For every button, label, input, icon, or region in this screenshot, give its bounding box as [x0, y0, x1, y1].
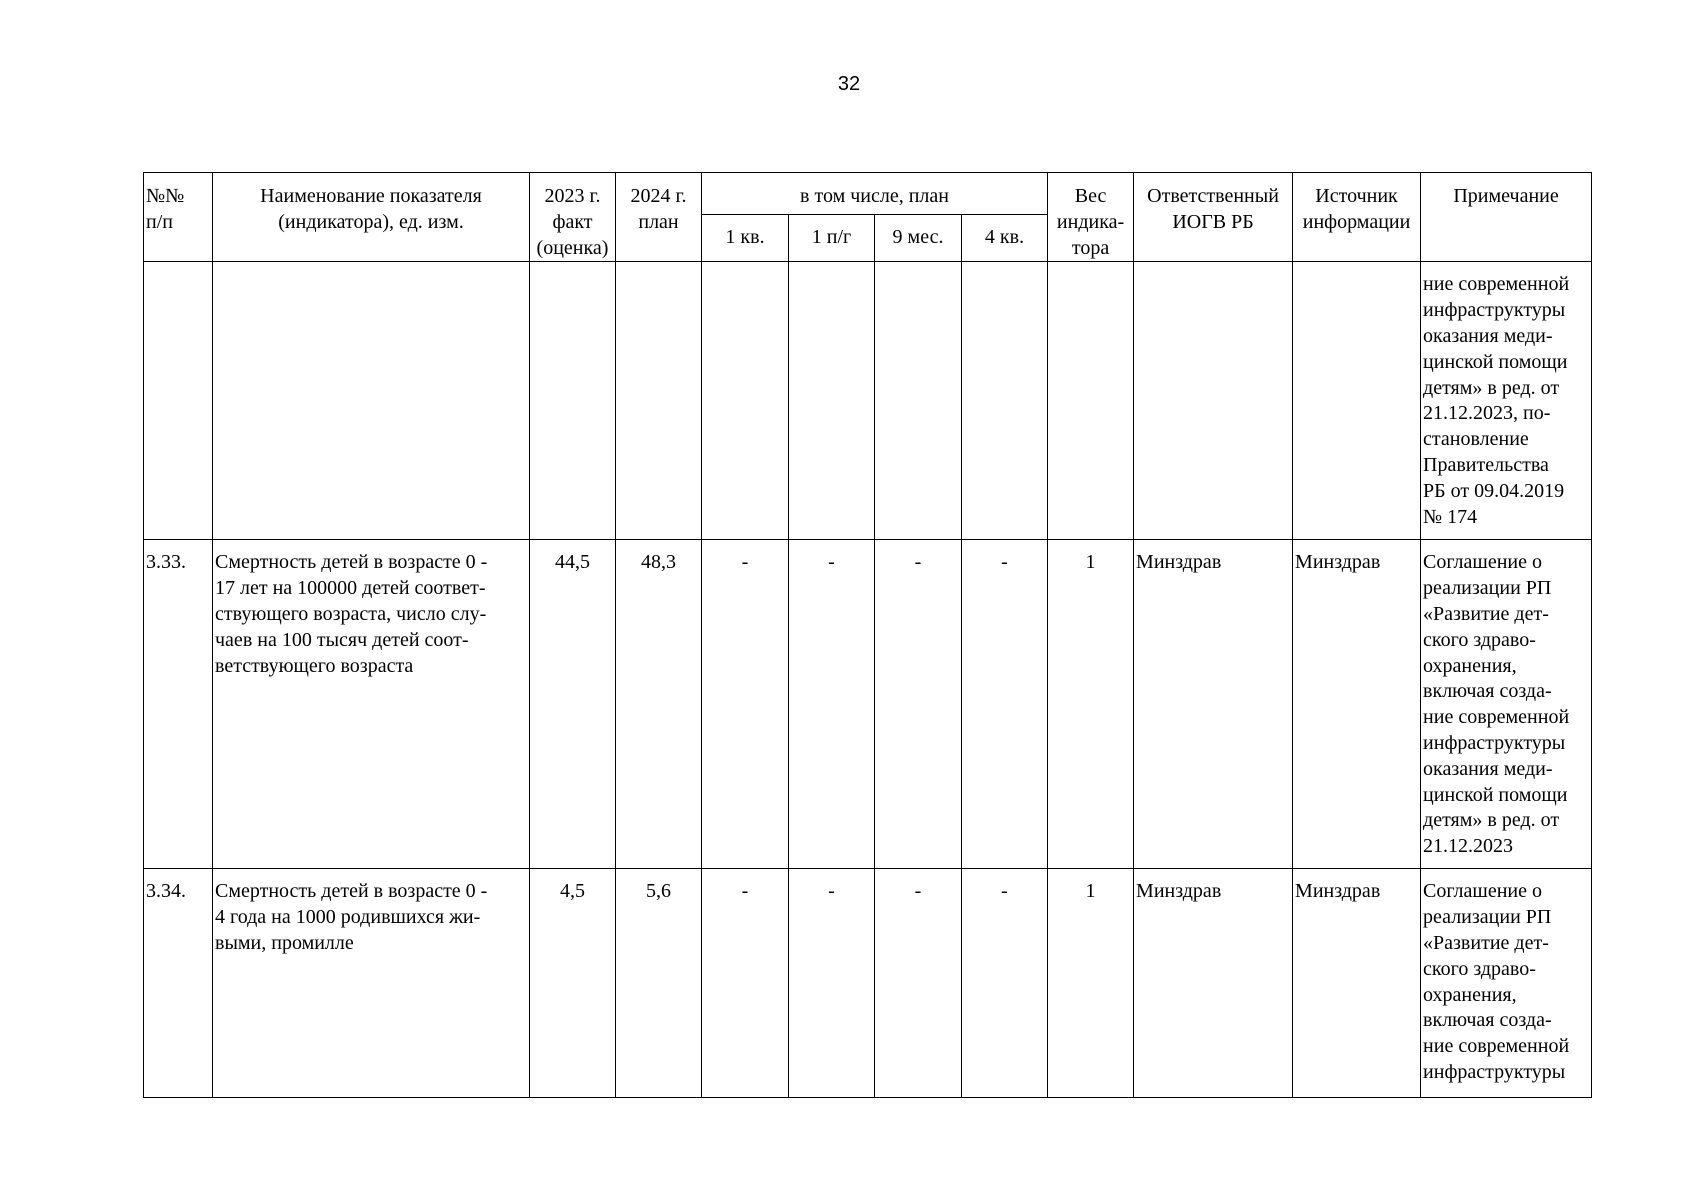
header-responsible: Ответственный ИОГВ РБ [1134, 173, 1293, 262]
cell-note: Соглашение о реализации РП «Развитие дет- ского здраво- охранения, включая созда- ние современной инфраструктуры [1421, 869, 1592, 1098]
table-row-3-34 [144, 869, 1592, 1098]
cell-plan-2024: 48,3 [616, 540, 702, 869]
cell-weight: 1 [1048, 540, 1134, 869]
table-row-continuation [144, 262, 1592, 540]
cell-h1: - [789, 869, 875, 1098]
cell-q1: - [702, 540, 789, 869]
cell-plan-2024: 5,6 [616, 869, 702, 1098]
cell-note: ние современной инфраструктуры оказания меди- цинской помощи детям» в ред. от 21.12.2023, по- становление Правительства РБ от 09.04.2019 № 174 [1421, 262, 1592, 540]
cell-q4: - [962, 540, 1048, 869]
cell-fact-2023: 4,5 [530, 869, 616, 1098]
cell-plan-2024 [616, 262, 702, 540]
cell-fact-2023: 44,5 [530, 540, 616, 869]
cell-name: Смертность детей в возрасте 0 - 4 года на 1000 родившихся жи- выми, промилле [213, 869, 530, 1098]
cell-num: 3.34. [144, 869, 213, 1098]
header-9m: 9 мес. [875, 215, 962, 262]
header-source: Источник информации [1293, 173, 1421, 262]
cell-q1 [702, 262, 789, 540]
cell-9m: - [875, 869, 962, 1098]
cell-q4: - [962, 869, 1048, 1098]
cell-responsible [1134, 262, 1293, 540]
header-q4: 4 кв. [962, 215, 1048, 262]
header-num: №№ п/п [144, 173, 213, 262]
cell-note: Соглашение о реализации РП «Развитие дет- ского здраво- охранения, включая созда- ние современной инфраструктуры оказания меди- цинской помощи детям» в ред. от 21.12.2023 [1421, 540, 1592, 869]
cell-q4 [962, 262, 1048, 540]
header-h1: 1 п/г [789, 215, 875, 262]
header-name: Наименование показателя (индикатора), ед. изм. [213, 173, 530, 262]
cell-weight [1048, 262, 1134, 540]
table-header [144, 173, 1592, 262]
page-number: 32 [837, 73, 861, 95]
cell-num [144, 262, 213, 540]
header-q1: 1 кв. [702, 215, 789, 262]
cell-responsible: Минздрав [1134, 540, 1293, 869]
table-row-3-33 [144, 540, 1592, 869]
header-note: Примечание [1421, 173, 1592, 262]
cell-9m: - [875, 540, 962, 869]
header-weight: Вес индика- тора [1048, 173, 1134, 262]
cell-name [213, 262, 530, 540]
cell-h1 [789, 262, 875, 540]
header-plan-2024: 2024 г. план [616, 173, 702, 262]
indicators-table [143, 172, 1592, 1098]
header-fact-2023: 2023 г. факт (оценка) [530, 173, 616, 262]
cell-num: 3.33. [144, 540, 213, 869]
cell-responsible: Минздрав [1134, 869, 1293, 1098]
cell-source [1293, 262, 1421, 540]
cell-h1: - [789, 540, 875, 869]
cell-fact-2023 [530, 262, 616, 540]
cell-source: Минздрав [1293, 869, 1421, 1098]
header-incl-plan: в том числе, план [702, 173, 1048, 215]
cell-name: Смертность детей в возрасте 0 - 17 лет на 100000 детей соответ- ствующего возраста, число слу- чаев на 100 тысяч детей соот- ветствующего возраста [213, 540, 530, 869]
cell-weight: 1 [1048, 869, 1134, 1098]
cell-q1: - [702, 869, 789, 1098]
cell-9m [875, 262, 962, 540]
cell-source: Минздрав [1293, 540, 1421, 869]
